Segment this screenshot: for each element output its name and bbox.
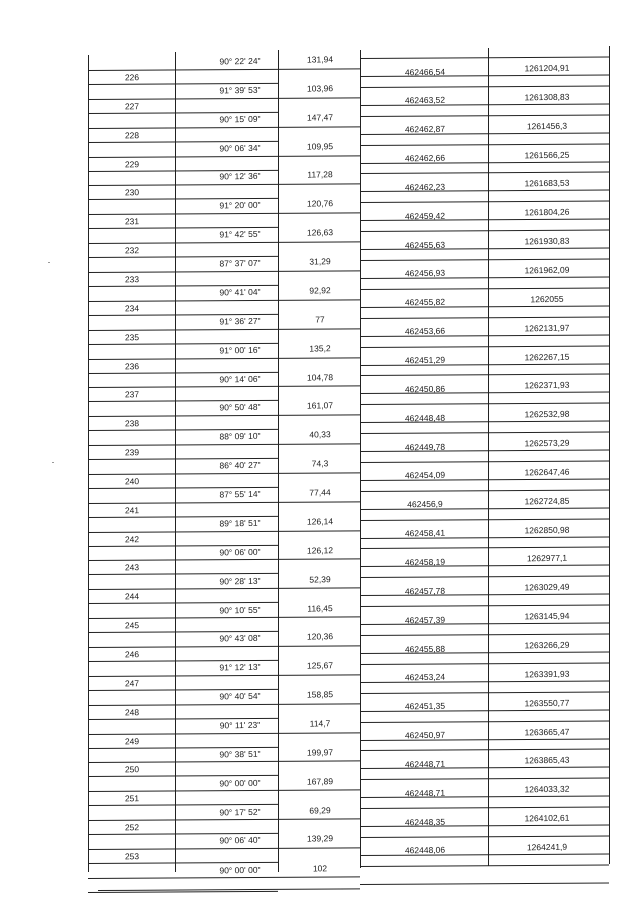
distance-cell: 109,95 <box>306 140 334 152</box>
coord-divider-upper <box>360 605 609 608</box>
y-coordinate-cell: 1262131,97 <box>524 322 570 334</box>
distance-cell: 167,89 <box>306 775 334 787</box>
distance-cell: 77,44 <box>309 487 331 498</box>
x-coordinate-cell: 462450,86 <box>404 383 446 395</box>
angle-cell: 91° 42' 55" <box>219 228 261 240</box>
y-coordinate-cell: 1262371,93 <box>524 379 570 391</box>
x-coordinate-cell: 462462,66 <box>404 152 446 164</box>
angle-cell: 90° 50' 48" <box>219 402 261 413</box>
point-number-cell: 252 <box>124 822 140 833</box>
coord-divider-upper <box>360 374 609 377</box>
angle-cell: 90° 06' 40" <box>219 835 261 846</box>
point-number-cell: 246 <box>124 649 140 660</box>
distance-cell: 114,7 <box>309 718 331 729</box>
distance-cell: 69,29 <box>309 804 331 816</box>
coord-divider-upper <box>360 633 609 636</box>
row-divider-upper <box>88 703 360 706</box>
angle-cell: 91° 36' 27" <box>219 315 261 327</box>
coord-divider-upper <box>360 403 609 406</box>
row-divider-upper <box>88 472 360 475</box>
x-coordinate-cell: 462449,78 <box>404 441 446 452</box>
distance-cell: 120,76 <box>306 198 334 209</box>
y-coordinate-cell: 1262055 <box>530 293 564 305</box>
row-divider-upper <box>88 155 360 158</box>
angle-cell: 90° 00' 00" <box>219 864 261 876</box>
angle-cell: 91° 39' 53" <box>219 84 261 96</box>
point-number-cell: 245 <box>124 620 140 631</box>
row-divider-upper <box>88 790 360 793</box>
x-coordinate-cell: 462462,23 <box>404 181 446 193</box>
point-number-cell: 227 <box>124 101 140 112</box>
coord-divider-upper <box>360 662 609 665</box>
x-coordinate-cell: 462455,88 <box>404 643 446 654</box>
y-coordinate-cell: 1262850,98 <box>524 524 570 536</box>
coord-divider-upper <box>360 749 609 752</box>
distance-cell: 104,78 <box>306 371 334 383</box>
point-number-cell: 244 <box>124 591 140 602</box>
x-coordinate-cell: 462448,71 <box>404 758 446 770</box>
row-divider-upper <box>88 126 360 129</box>
angle-cell: 89° 18' 51" <box>219 517 261 529</box>
point-number-cell: 231 <box>124 216 140 227</box>
point-number-cell: 251 <box>124 793 140 804</box>
row-divider-upper <box>88 213 360 216</box>
y-coordinate-cell: 1264241,9 <box>526 841 568 853</box>
y-coordinate-cell: 1264102,61 <box>524 812 570 824</box>
distance-cell: 131,94 <box>306 54 334 65</box>
y-coordinate-cell: 1263665,47 <box>524 726 570 737</box>
distance-cell: 139,29 <box>306 833 334 845</box>
distance-cell: 161,07 <box>306 400 334 412</box>
coord-divider-upper <box>360 143 609 146</box>
angle-cell: 90° 40' 54" <box>219 690 261 702</box>
scan-speck <box>48 262 50 263</box>
y-coordinate-cell: 1261456,3 <box>526 120 568 132</box>
distance-cell: 126,14 <box>306 516 334 527</box>
coord-divider-upper <box>360 576 609 579</box>
coord-divider-upper <box>360 460 609 463</box>
distance-cell: 120,36 <box>306 631 334 643</box>
x-coordinate-cell: 462448,71 <box>404 787 446 799</box>
y-coordinate-cell: 1262977,1 <box>526 553 568 564</box>
coord-divider-upper <box>360 56 609 59</box>
distance-cell: 117,28 <box>307 169 333 181</box>
x-coordinate-cell: 462451,35 <box>404 700 446 712</box>
x-coordinate-cell: 462466,54 <box>404 66 446 77</box>
row-divider-mid <box>88 862 278 864</box>
distance-cell: 199,97 <box>306 747 334 758</box>
point-number-cell: 240 <box>124 476 140 487</box>
y-coordinate-cell: 1261683,53 <box>524 178 570 189</box>
distance-cell: 103,96 <box>306 83 334 94</box>
x-coordinate-cell: 462448,48 <box>404 412 446 424</box>
row-divider-upper <box>88 761 360 764</box>
x-coordinate-cell: 462453,66 <box>404 325 446 337</box>
x-coordinate-cell: 462454,09 <box>404 470 446 481</box>
y-coordinate-cell: 1264033,32 <box>524 783 570 795</box>
row-divider-upper <box>88 847 360 850</box>
distance-cell: 126,12 <box>306 544 334 556</box>
x-coordinate-cell: 462457,78 <box>404 585 446 597</box>
x-coordinate-cell: 462455,82 <box>404 296 446 308</box>
row-divider-upper <box>88 876 360 879</box>
point-number-cell: 230 <box>124 187 140 198</box>
point-number-cell: 233 <box>124 274 140 285</box>
row-divider-mid <box>88 804 278 806</box>
y-coordinate-cell: 1262573,29 <box>524 437 570 449</box>
distance-cell: 135,2 <box>309 342 331 354</box>
angle-cell: 90° 28' 13" <box>219 575 261 587</box>
coord-divider-upper <box>360 547 609 550</box>
coord-divider-upper <box>360 345 609 348</box>
col-line-1 <box>88 55 89 872</box>
row-divider-upper <box>88 415 360 418</box>
angle-cell: 90° 17' 52" <box>219 806 261 818</box>
distance-cell: 102 <box>312 863 328 874</box>
point-number-cell: 242 <box>124 533 140 545</box>
row-divider-upper <box>88 732 360 735</box>
row-divider-upper <box>88 270 360 273</box>
row-divider-upper <box>88 501 360 504</box>
point-number-cell: 250 <box>124 764 140 775</box>
distance-cell: 52,39 <box>309 573 331 585</box>
y-coordinate-cell: 1261204,91 <box>524 62 570 74</box>
y-coordinate-cell: 1261566,25 <box>524 149 570 160</box>
y-coordinate-cell: 1261308,83 <box>524 91 570 103</box>
x-coordinate-cell: 462462,87 <box>404 123 446 135</box>
col-line-5 <box>488 48 489 866</box>
y-coordinate-cell: 1263145,94 <box>524 610 570 622</box>
x-coordinate-cell: 462448,06 <box>404 845 446 856</box>
angle-cell: 90° 10' 55" <box>219 604 261 616</box>
x-coordinate-cell: 462450,97 <box>404 729 446 741</box>
row-divider-upper <box>88 328 360 331</box>
row-divider-upper <box>88 97 360 100</box>
point-number-cell: 237 <box>124 389 140 400</box>
angle-cell: 90° 43' 08" <box>219 633 261 644</box>
col-line-6 <box>609 46 610 864</box>
y-coordinate-cell: 1262532,98 <box>524 408 570 420</box>
row-divider-upper <box>88 559 360 562</box>
coord-divider-upper <box>360 258 609 261</box>
x-coordinate-cell: 462459,42 <box>404 210 446 222</box>
coord-divider-upper <box>360 85 609 88</box>
angle-cell: 87° 37' 07" <box>219 257 261 269</box>
y-coordinate-cell: 1261930,83 <box>524 235 570 247</box>
coord-divider-upper <box>360 114 609 117</box>
coord-divider-upper <box>360 172 609 175</box>
coord-divider-upper <box>360 778 609 781</box>
angle-cell: 90° 06' 34" <box>219 142 261 154</box>
distance-cell: 74,3 <box>311 458 329 469</box>
x-coordinate-cell: 462458,19 <box>404 556 446 568</box>
angle-cell: 91° 12' 13" <box>219 662 261 673</box>
row-divider-upper <box>88 68 360 71</box>
coord-divider-upper <box>360 807 609 810</box>
y-coordinate-cell: 1261804,26 <box>524 206 570 218</box>
row-divider-upper <box>88 616 360 619</box>
angle-cell: 90° 06' 00" <box>219 546 261 558</box>
y-coordinate-cell: 1263029,49 <box>524 581 570 593</box>
point-number-cell: 239 <box>124 447 140 458</box>
col-line-2 <box>175 52 176 872</box>
row-divider-mid <box>88 891 278 893</box>
row-divider-upper <box>88 184 360 187</box>
distance-cell: 158,85 <box>306 689 334 700</box>
point-number-cell: 243 <box>124 562 140 573</box>
angle-cell: 90° 14' 06" <box>219 373 261 385</box>
angle-cell: 90° 00' 00" <box>219 777 261 789</box>
point-number-cell: 229 <box>124 158 140 169</box>
point-number-cell: 236 <box>124 360 140 371</box>
angle-cell: 86° 40' 27" <box>219 459 261 471</box>
point-number-cell: 226 <box>124 72 140 83</box>
angle-cell: 90° 15' 09" <box>219 113 261 125</box>
row-divider-upper <box>88 386 360 389</box>
row-divider-upper <box>88 357 360 360</box>
point-number-cell: 247 <box>124 678 140 689</box>
x-coordinate-cell: 462453,24 <box>404 672 446 683</box>
coord-divider-upper <box>360 230 609 233</box>
y-coordinate-cell: 1263865,43 <box>524 755 570 766</box>
coord-divider-upper <box>360 864 609 867</box>
coord-divider-upper <box>360 720 609 723</box>
distance-cell: 40,33 <box>309 429 331 440</box>
x-coordinate-cell: 462458,41 <box>404 527 446 539</box>
angle-cell: 90° 12' 36" <box>219 171 261 182</box>
angle-cell: 87° 55' 14" <box>219 488 261 500</box>
point-number-cell: 228 <box>124 129 140 141</box>
row-divider-upper <box>88 645 360 648</box>
angle-cell: 88° 09' 10" <box>219 431 261 442</box>
y-coordinate-cell: 1263391,93 <box>524 668 570 680</box>
x-coordinate-cell: 462456,93 <box>404 268 446 279</box>
coord-divider-upper <box>360 316 609 319</box>
distance-cell: 126,63 <box>306 227 334 238</box>
distance-cell: 125,67 <box>306 660 334 671</box>
row-divider-upper <box>88 818 360 821</box>
y-coordinate-cell: 1262647,46 <box>524 466 570 478</box>
scan-speck <box>52 462 54 463</box>
point-number-cell: 249 <box>124 735 140 746</box>
row-divider-upper <box>88 674 360 677</box>
angle-cell: 91° 20' 00" <box>219 200 261 211</box>
row-divider-upper <box>88 588 360 591</box>
point-number-cell: 235 <box>124 331 140 343</box>
x-coordinate-cell: 462456,9 <box>407 498 443 510</box>
angle-cell: 90° 38' 51" <box>219 748 261 760</box>
coord-divider-upper <box>360 432 609 435</box>
y-coordinate-cell: 1262267,15 <box>524 351 570 362</box>
distance-cell: 31,29 <box>309 256 331 267</box>
point-number-cell: 234 <box>124 302 140 314</box>
x-coordinate-cell: 462451,29 <box>404 354 446 366</box>
y-coordinate-cell: 1262724,85 <box>524 495 570 507</box>
row-divider-upper <box>88 241 360 244</box>
distance-cell: 77 <box>315 314 325 325</box>
angle-cell: 90° 22' 24" <box>219 55 261 67</box>
x-coordinate-cell: 462455,63 <box>404 239 446 250</box>
coord-divider-upper <box>360 691 609 694</box>
point-number-cell: 241 <box>124 504 140 516</box>
angle-cell: 91° 00' 16" <box>219 344 261 356</box>
coord-divider-upper <box>360 489 609 492</box>
distance-cell: 147,47 <box>306 111 334 123</box>
angle-cell: 90° 11' 23" <box>219 719 261 731</box>
row-divider-upper <box>88 530 360 533</box>
coord-divider-upper <box>360 518 609 521</box>
y-coordinate-cell: 1263266,29 <box>524 639 570 651</box>
coord-divider-upper <box>360 287 609 290</box>
angle-cell: 90° 41' 04" <box>219 286 261 298</box>
x-coordinate-cell: 462463,52 <box>404 95 446 106</box>
distance-cell: 116,45 <box>307 602 333 614</box>
x-coordinate-cell: 462457,39 <box>404 614 446 626</box>
y-coordinate-cell: 1263550,77 <box>524 697 570 709</box>
distance-cell: 92,92 <box>309 285 331 296</box>
coord-divider-upper <box>360 835 609 838</box>
y-coordinate-cell: 1261962,09 <box>524 264 570 276</box>
point-number-cell: 238 <box>124 418 140 429</box>
point-number-cell: 253 <box>124 851 140 862</box>
row-divider-upper <box>88 299 360 302</box>
coord-divider-lower <box>360 882 609 885</box>
row-divider-upper <box>88 443 360 446</box>
x-coordinate-cell: 462448,35 <box>404 816 446 827</box>
coord-divider-upper <box>360 201 609 204</box>
point-number-cell: 232 <box>124 245 140 256</box>
point-number-cell: 248 <box>124 706 140 718</box>
